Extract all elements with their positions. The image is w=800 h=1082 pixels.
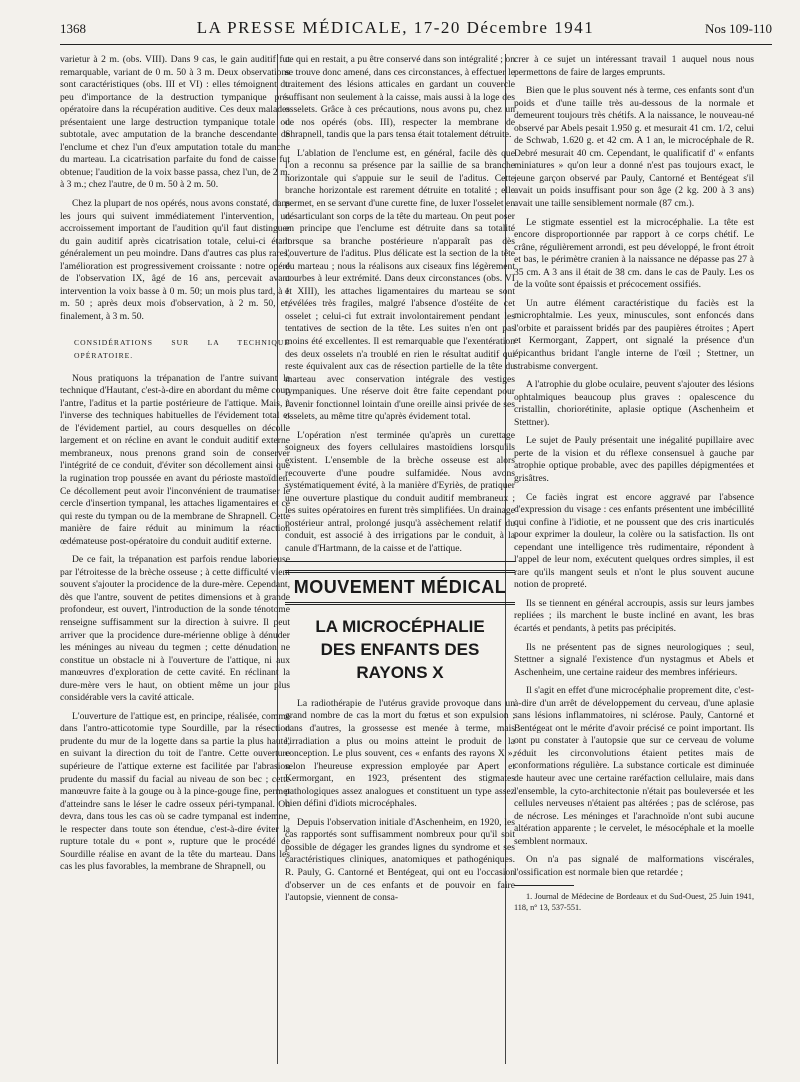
footnote: 1. Journal de Médecine de Bordeaux et du Sud-Ouest, 25 Juin 1941, 118, n° 13, 537-551. [514,892,754,912]
paragraph: L'ouverture de l'attique est, en principe, réalisée, comme dans l'antro-atticotomie type Sourdille, par la résection prudente du mur de la logette dans sa partie la plus haute, en suivant la direction du toit de l'antre. Cette ouverture supérieure de l'attique externe est facilitée par l'abrasion prudente du massif du facial au niveau de son bec ; cette manœuvre faite à la gouge ou à la pince-gouge fine, permet d'atteindre sans le léser le cadre osseux péri-tympanal. On devra, dans tous les cas où se cadre tympanal est indemne, le respecter dans toute son étendue, c'est-à-dire éviter la rupture totale du « pont », rupture que le procédé de Sourdille réalise en avant de la tête du marteau. Dans les cas les plus favorables, la membrane de Shrapnell, ou [60,710,290,873]
paragraph: Un autre élément caractéristique du faciès est la microphtalmie. Les yeux, minuscules, sont enfoncés dans l'orbite et paraissent bridés par des paupières étroites ; Apert et Kermorgant, Zappert, ont signalé la présence d'un épicanthus bridant l'angle interne de l'œil ; Stettner, un strabisme convergent. [514,297,754,372]
paragraph: La radiothérapie de l'utérus gravide provoque dans un grand nombre de cas la mort du fœtus et son expulsion ; dans d'autres, la grossesse est menée à terme, mais l'irradiation a plus ou moins atteint le produit de la conception. Le plus souvent, ces « enfants des rayons X », selon l'heureuse expression employée par Apert et Kermorgant, en 1923, présentent des stigmates pathologiques assez analogues et constituent un type assez bien défini d'idiots microcéphales. [285,697,515,810]
paragraph: Nous pratiquons la trépanation de l'antre suivant la technique d'Hautant, c'est-à-dire en abordant du même coup l'antre, l'aditus et la partie postérieure de l'attique. Mais, à l'inverse des techniques habituelles de l'évidement total et de l'évidement partiel, au cours desquelles on décolle largement et on récline en avant le conduit auditif externe membraneux, nous prenons grand soin de conserver l'intégrité de ce conduit, d'éviter son décollement ainsi que la rugination trop poussée en avant du périoste mastoïdien. Ce décollement peut avoir l'inconvénient de traumatiser le cercle d'insertion tympanal, les attaches ligamentaires et ce qui reste du tympan ou de la membrane de Shrapnell. Cette manière de faire réduit au minimum la réaction œdémateuse post-opératoire du conduit auditif externe. [60,372,290,547]
journal-title: LA PRESSE MÉDICALE, 17-20 Décembre 1941 [196,18,595,37]
page-number: 1368 [60,21,86,36]
paragraph: crer à ce sujet un intéressant travail 1 auquel nous nous permettons de faire de larges emprunts. [514,54,754,78]
paragraph: Il s'agit en effet d'une microcéphalie proprement dite, c'est-à-dire d'un arrêt de développement du cerveau, d'une aplasie sans lésions inflammatoires, ni sclérose. Pauly, Cantorné et Bentégeat ont le mérite d'avoir précisé ce point important. Ils ont pu constater à l'autopsie que sur ce cerveau de volume réduit les circonvolutions étaient petites mais de conformations régulière. La substance corticale est diminuée de hauteur avec une certaine raréfaction cellulaire, mais dans l'ensemble, la cyto-architectonie n'était pas bouleversée et les cellules nerveuses n'étaient pas altérées ; pas de sclérose, pas de nécrose. Les méninges et l'arachnoïde n'ont subi aucune altération apparente ; le cervelet, le mésocéphale et la moelle semblent normaux. [514,685,754,847]
paragraph: Ce faciès ingrat est encore aggravé par l'absence d'expression du visage : ces enfants présentent une imbécillité qui confine à l'idiotie, et ne poussent que des cris inarticulés pour exprimer la douleur, la colère ou la satisfaction. Ils ont cependant une intelligence très rudimentaire, répondent à l'appel de leur nom, exécutent quelques ordres simples, il est rare qu'ils mangent seuls et n'ont le plus souvent aucune notion de propreté. [514,491,754,591]
footnote-divider [514,885,574,886]
section-heading: MOUVEMENT MÉDICAL [293,577,507,598]
paragraph: Le stigmate essentiel est la microcéphalie. La tête est encore disproportionnée par rapport à ce corps chétif. Le crâne, régulièrement arrondi, est peu développé, le front étroit et bas, le périmètre cranien à la naissance ne dépasse pas 27 à 35 cm. A 3 ans il était de 38 cm. dans le cas de Pauly. Les os de la voûte sont épaissis et précocement ossifiés. [514,216,754,291]
paragraph: varietur à 2 m. (obs. VIII). Dans 9 cas, le gain auditif fut remarquable, variant de 0 m. 50 à 3 m. Deux observations sont caractéristiques (obs. III et VI) : elles témoignent du peu d'importance de la destruction tympanique pré-opératoire dans la récupération auditive. Ces deux malades présentaient une large destruction tympanique totale ou subtotale, avec amputation de la branche descendante de l'enclume et chez l'un d'eux amputation totale du manche du marteau. La cicatrisation parfaite du fond de caisse fut obtenue; l'audition de la voix basse passa, chez l'un, de 2 m. à 3 m.; chez l'autre, de 0 m. 50 à 2 m. 50. [60,54,290,191]
article-title [285,615,515,684]
divider [285,602,515,605]
article-title-line: LA MICROCÉPHALIE [315,616,485,636]
page-header [60,18,772,45]
paragraph: De ce fait, la trépanation est parfois rendue laborieuse par l'étroitesse de la brèche osseuse ; à cette difficulté vient souvent s'ajouter la procidence de la dure-mère. Cependant, dès que l'antre, souvent de petites dimensions et à grande profondeur, est ouvert, l'introduction de la sonde ténotome renseigne suffisamment sur la direction à suivre. Il peut arriver que la procidence dure-mérienne oblige à dénuder les méninges au niveau du tegmen ; cette dénudation ne constitue un obstacle ni à l'ouverture de l'attique, ni aux manœuvres d'exploration de cette cavité. En réclinant la dure-mère vers le haut, on obtient même un jour plus considérable vers la cavité atticale. [60,554,290,704]
paragraph: Depuis l'observation initiale d'Aschenheim, en 1920, les cas rapportés sont suffisamment nombreux pour qu'il soit possible de dégager les grandes lignes du syndrome et ses caractéristiques cliniques, anatomiques et pathogéniques. R. Pauly, G. Cantorné et Bentégeat, qui ont eu l'occasion d'observer un de ces enfants et de pouvoir en faire l'autopsie, viennent de consa- [285,816,515,904]
paragraph: Ils se tiennent en général accroupis, assis sur leurs jambes repliées ; ils marchent le buste incliné en avant, les bras écartés et pendants, à petits pas précipités. [514,597,754,634]
paragraph: Le sujet de Pauly présentait une inégalité pupillaire avec perte de la vision et du réflexe consensuel à gauche par atrophie optique probable, avec des papilles dépigmentées et grisâtres. [514,435,754,484]
paragraph: Bien que le plus souvent nés à terme, ces enfants sont d'un poids et d'une taille très au-dessous de la normale et demeurent toujours très chétifs. A la naissance, le nouveau-né observé par Abels pesait 1.950 g. et mesurait 41 cm. 1/2, celui de Schwab, 1.620 g. et 42 cm. A 1 an, le microcéphale de R. Debré mesurait 40 cm. Cependant, le qualificatif d' « enfants miniatures » qu'on leur a donné n'est pas toujours exact, le jeune garçon observé par Pauly, Cantorné et Bentégeat s'il avait un poids insuffisant pour son âge (2 kg. 200 à 3 ans) avait une taille sensiblement normale (87 cm.). [514,85,754,210]
paragraph: L'ablation de l'enclume est, en général, facile dès que l'on a reconnu sa présence par la saillie de sa branche horizontale qui s'appuie sur le seuil de l'aditus. Cette branche horizontale est rarement détruite en totalité ; elle permet, en se servant d'une curette fine, de luxer l'osselet en désarticulant son corps de la tête du marteau. On peut poser en principe que l'enclume est détruite dans sa totalité lorsque sa branche postérieure n'apparaît pas dès l'ouverture de l'aditus. Plus délicate est la section de la tête du marteau ; nous la réalisons aux ciseaux fins légèrement courbes à leur extrémité. Dans deux circonstances (obs. VI et XIII), les attaches ligamentaires du marteau se sont révélées très fragiles, malgré l'absence d'ostéite de cet osselet ; celui-ci fut extrait involontairement pendant les tentatives de section de la tête. Les suites n'en ont pas moins été excellentes. Il est remarquable que l'exentération des deux osselets n'a troublé en rien le résultat auditif qui reste équivalent aux cas de résection partielle de la tête du marteau avec conservation intégrale des vestiges tympaniques. Une réserve doit être faite cependant pour l'avenir fonctionnel lointain d'une oreille ainsi privée de ses osselets, au même titre qu'après évidement total. [285,147,515,423]
paragraph: Ils ne présentent pas de signes neurologiques ; seul, Stettner a signalé l'existence d'un nystagmus et Abels et Aschenheim, une certaine raideur des membres inférieurs. [514,641,754,678]
column-2 [285,54,515,1062]
paragraph: L'opération n'est terminée qu'après un curettage soigneux des foyers cellulaires mastoïdiens lorsqu'ils existent. L'ensemble de la brèche osseuse est alors recouverte d'une poudre sulfamidée. Nous avons systématiquement évité, à la manière d'Eyriès, de pratiquer une ouverture plastique du conduit auditif membraneux ; les suites opératoires en furent très simplifiées. Un drainage postérieur antral, prolongé jusqu'à assèchement relatif du conduit, est associé à des irrigations par le conduit, à la canule d'Hartmann, de la caisse et de l'attique. [285,429,515,554]
paragraph: Chez la plupart de nos opérés, nous avons constaté, dans les jours qui suivent immédiatement l'intervention, un accroissement important de l'audition qu'il faut distinguer du gain auditif après cicatrisation totale, celui-ci étant généralement un peu moindre. Dans d'autres cas plus rares, l'amélioration est progressivement croissante : notre opéré de l'observation IX, âgé de 16 ans, percevait avant intervention la voix basse à 0 m. 50; un mois plus tard, à 1 m. 50 ; après deux mois d'observation, à 2 m. 50, et, finalement, à 3 m. 50. [60,198,290,322]
paragraph: ce qui en restait, a pu être conservé dans son intégralité ; on se trouve donc amené, dans ces circonstances, à effectuer le traitement des lésions atticales en gardant un couvercle suffisant non seulement à la caisse, mais aussi à la loge des osselets. Grâce à ces précautions, nous avons pu, chez un de nos opérés (obs. III), respecter la membrane de Shrapnell, tandis que la pars tensa était totalement détruite. [285,54,515,141]
divider [285,561,515,562]
column-3 [514,54,754,1062]
article-title-line: DES ENFANTS DES RAYONS X [320,639,480,682]
paragraph: On n'a pas signalé de malformations viscérales, l'ossification est normale bien que retardée ; [514,854,754,878]
issue-number: Nos 109-110 [704,21,772,36]
column-1 [60,54,290,1062]
subheading: CONSIDÉRATIONS SUR LA TECHNIQUE OPÉRATOIRE. [74,338,290,361]
divider [285,570,515,573]
paragraph: A l'atrophie du globe oculaire, peuvent s'ajouter des lésions ophtalmiques beaucoup plus graves : opalescence du cristallin, choriorétinite, aplasie optique (Aschenheim et Stettner). [514,379,754,428]
